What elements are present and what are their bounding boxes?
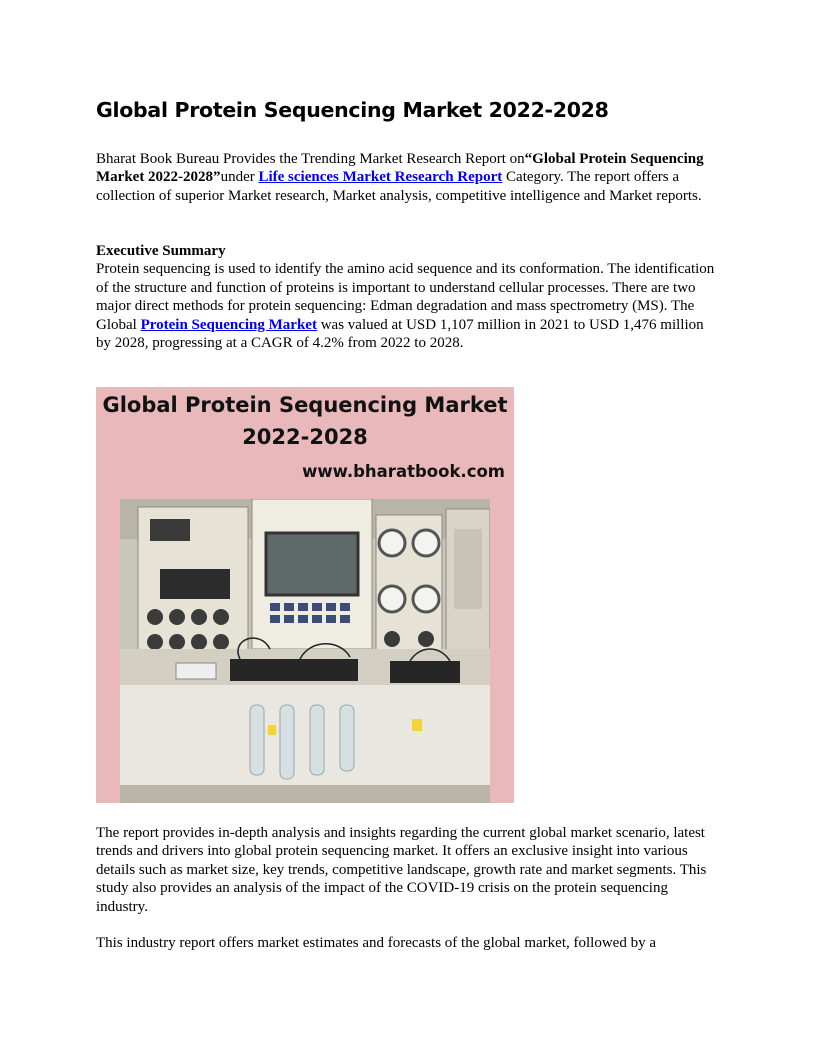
summary-text-1: Protein sequencing is used to identify the amino acid sequence and its conformation. The identification of the structure and function of proteins is important to understand cellular processes. There are two major direct methods for protein sequencing: Edman degradation and mass spectrometry (MS). The Global [96, 261, 715, 333]
industry-report-paragraph: This industry report offers market estimates and forecasts of the global market, followed by a [96, 935, 656, 951]
cover-title-line-2: 2022-2028 [242, 425, 368, 449]
summary-text-2: was valued at USD 1,107 million in 2021 to USD 1,476 million by 2028, progressing at a CAGR of 4.2% from 2022 to 2028. [96, 316, 704, 352]
intro-report-name: “Global Protein Sequencing Market 2022-2028” [96, 151, 704, 186]
protein-sequencer-photo [120, 499, 490, 803]
cover-title [96, 387, 514, 453]
intro-text-3: Category. The report offers a collection of superior Market research, Market analysis, competitive intelligence and Market reports. [96, 169, 702, 204]
intro-text-2: under [220, 169, 259, 186]
intro-paragraph [96, 150, 718, 205]
executive-summary-heading: Executive Summary [96, 243, 226, 259]
protein-sequencing-market-link[interactable]: Protein Sequencing Market [140, 316, 317, 333]
analysis-paragraph: The report provides in-depth analysis and insights regarding the current global market scenario, latest trends and drivers into global protein sequencing market. It offers an exclusive insight into various details such as market size, key trends, competitive landscape, growth rate and market segments. This study also provides an analysis of the impact of the COVID-19 crisis on the protein sequencing industry. [96, 825, 707, 915]
document-title: Global Protein Sequencing Market 2022-2028 [96, 98, 609, 122]
cover-title-line-1: Global Protein Sequencing Market [102, 393, 508, 417]
cover-url: www.bharatbook.com [302, 462, 505, 481]
life-sciences-link[interactable]: Life sciences Market Research Report [258, 169, 503, 186]
intro-text-1: Bharat Book Bureau Provides the Trending Market Research Report on [96, 151, 525, 167]
report-cover-image [96, 387, 514, 803]
executive-summary-paragraph [96, 242, 718, 352]
